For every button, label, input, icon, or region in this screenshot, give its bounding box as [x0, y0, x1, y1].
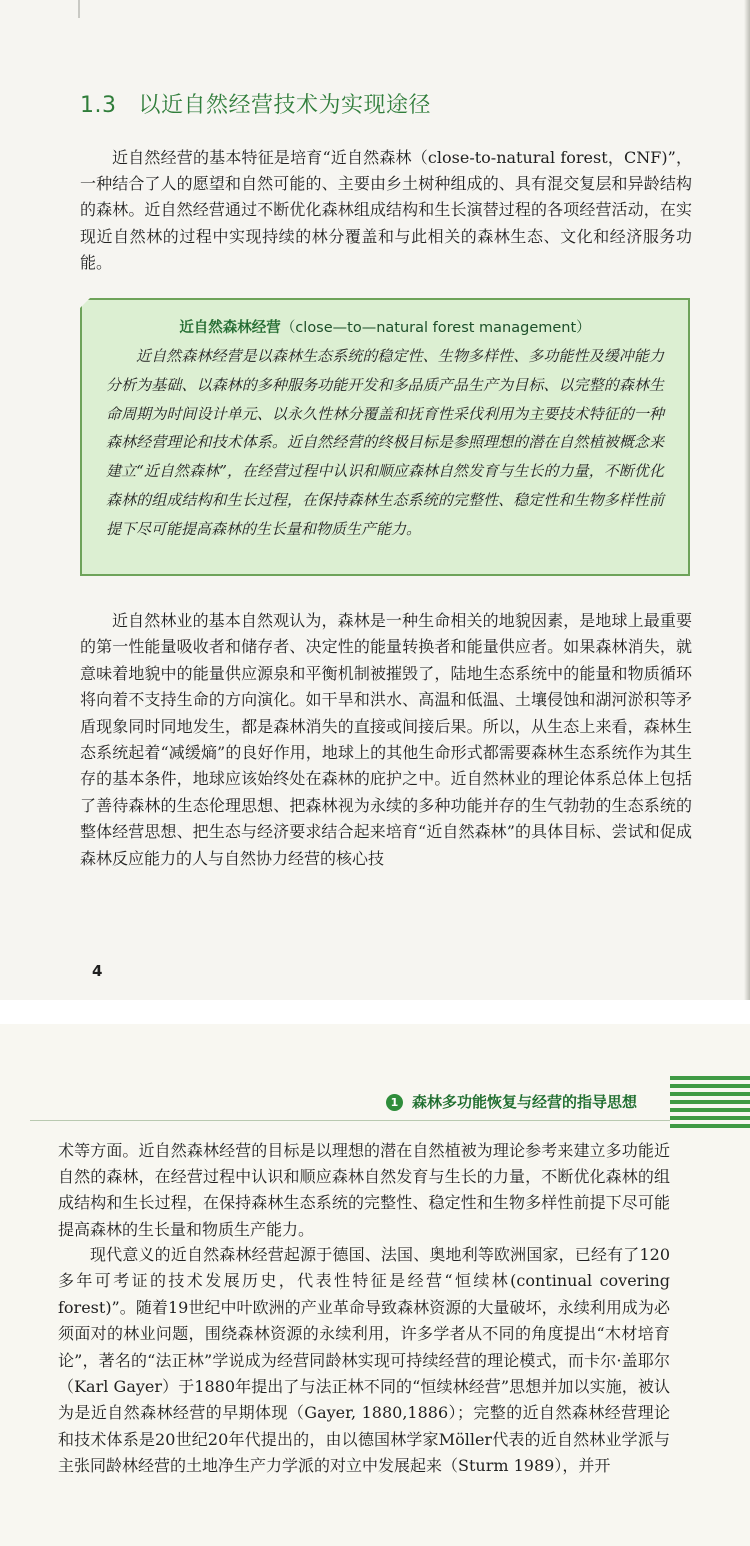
- section-heading: [80, 88, 431, 119]
- page-edge-mark: [78, 0, 80, 18]
- header-stripe: [670, 1076, 750, 1080]
- paragraph-continued: 术等方面。近自然森林经营的目标是以理想的潜在自然植被为理论参考来建立多功能近自然的森林，在经营过程中认识和顺应森林自然发育与生长的力量，不断优化森林的组成结构和生长过程，在保持森林生态系统的完整性、稳定性和生物多样性前提下尽可能提高森林的生长量和物质生产能力。: [58, 1141, 670, 1239]
- chapter-number-badge: 1: [386, 1094, 403, 1111]
- definition-box-title: [82, 316, 688, 337]
- running-header: [0, 1076, 750, 1126]
- header-stripe: [670, 1116, 750, 1120]
- page-number: 4: [92, 962, 103, 980]
- definition-box: [80, 298, 690, 576]
- header-stripe: [670, 1100, 750, 1104]
- definition-title-cn: 近自然森林经营: [179, 320, 281, 336]
- binding-shadow: [744, 0, 750, 1000]
- header-stripes: [670, 1076, 750, 1132]
- box-folded-corner: [78, 296, 92, 310]
- header-stripe: [670, 1092, 750, 1096]
- section-title: 以近自然经营技术为实现途径: [138, 93, 432, 118]
- page-gap: [0, 1000, 750, 1024]
- paragraph-intro: 近自然经营的基本特征是培育“近自然森林（close-to-natural forest，CNF)”，一种结合了人的愿望和自然可能的、主要由乡土树种组成的、具有混交复层和异龄结构的森林。近自然经营通过不断优化森林组成结构和生长演替过程的各项经营活动，在实现近自然林的过程中实现持续的林分覆盖和与此相关的森林生态、文化和经济服务功能。: [80, 148, 692, 272]
- definition-box-text: 近自然森林经营是以森林生态系统的稳定性、生物多样性、多功能性及缓冲能力分析为基础、以森林的多种服务功能开发和多品质产品生产为目标、以完整的森林生命周期为时间设计单元、以永久性林分覆盖和抚育性采伐利用为主要技术特征的一种森林经营理论和技术体系。近自然经营的终极目标是参照理想的潜在自然植被概念来建立“近自然森林”，在经营过程中认识和顺应森林自然发育与生长的力量，不断优化森林的组成结构和生长过程，在保持森林生态系统的完整性、稳定性和生物多样性前提下尽可能提高森林的生长量和物质生产能力。: [106, 347, 664, 538]
- section-number: 1.3: [80, 93, 117, 118]
- header-stripe: [670, 1108, 750, 1112]
- definition-title-en: （close—to—natural forest management）: [280, 320, 591, 336]
- header-rule: [30, 1120, 670, 1121]
- header-stripe: [670, 1084, 750, 1088]
- header-stripe: [670, 1124, 750, 1128]
- paragraph-nature-view: 近自然林业的基本自然观认为，森林是一种生命相关的地貌因素，是地球上最重要的第一性能量吸收者和储存者、决定性的能量转换者和能量供应者。如果森林消失，就意味着地貌中的能量供应源泉和平衡机制被摧毁了，陆地生态系统中的能量和物质循环将向着不支持生命的方向演化。如干旱和洪水、高温和低温、土壤侵蚀和湖河淤积等矛盾现象同时同地发生，都是森林消失的直接或间接后果。所以，从生态上来看，森林生态系统起着“减缓熵”的良好作用，地球上的其他生命形式都需要森林生态系统作为其生存的基本条件，地球应该始终处在森林的庇护之中。近自然林业的理论体系总体上包括了善待森林的生态伦理思想、把森林视为永续的多种功能并存的生气勃勃的生态系统的整体经营思想、把生态与经济要求结合起来培育“近自然森林”的具体目标、尝试和促成森林反应能力的人与自然协力经营的核心技: [80, 611, 692, 868]
- running-header-title: 森林多功能恢复与经营的指导思想: [412, 1093, 638, 1111]
- paragraph-history: 现代意义的近自然森林经营起源于德国、法国、奥地利等欧洲国家，已经有了120多年可考证的技术发展历史，代表性特征是经营“恒续林(continual covering forest)”。随着19世纪中叶欧洲的产业革命导致森林资源的大量破坏，永续利用成为必须面对的林业问题，围绕森林资源的永续利用，许多学者从不同的角度提出“木材培育论”，著名的“法正林”学说成为经营同龄林实现可持续经营的理论模式，而卡尔·盖耶尔（Karl Gayer）于1880年提出了与法正林不同的“恒续林经营”思想并加以实施，被认为是近自然森林经营的早期体现（Gayer, 1880,1886）；完整的近自然森林经营理论和技术体系是20世纪20年代提出的，由以德国林学家Möller代表的近自然林业学派与主张同龄林经营的土地净生产力学派的对立中发展起来（Sturm 1989），并开: [58, 1245, 670, 1476]
